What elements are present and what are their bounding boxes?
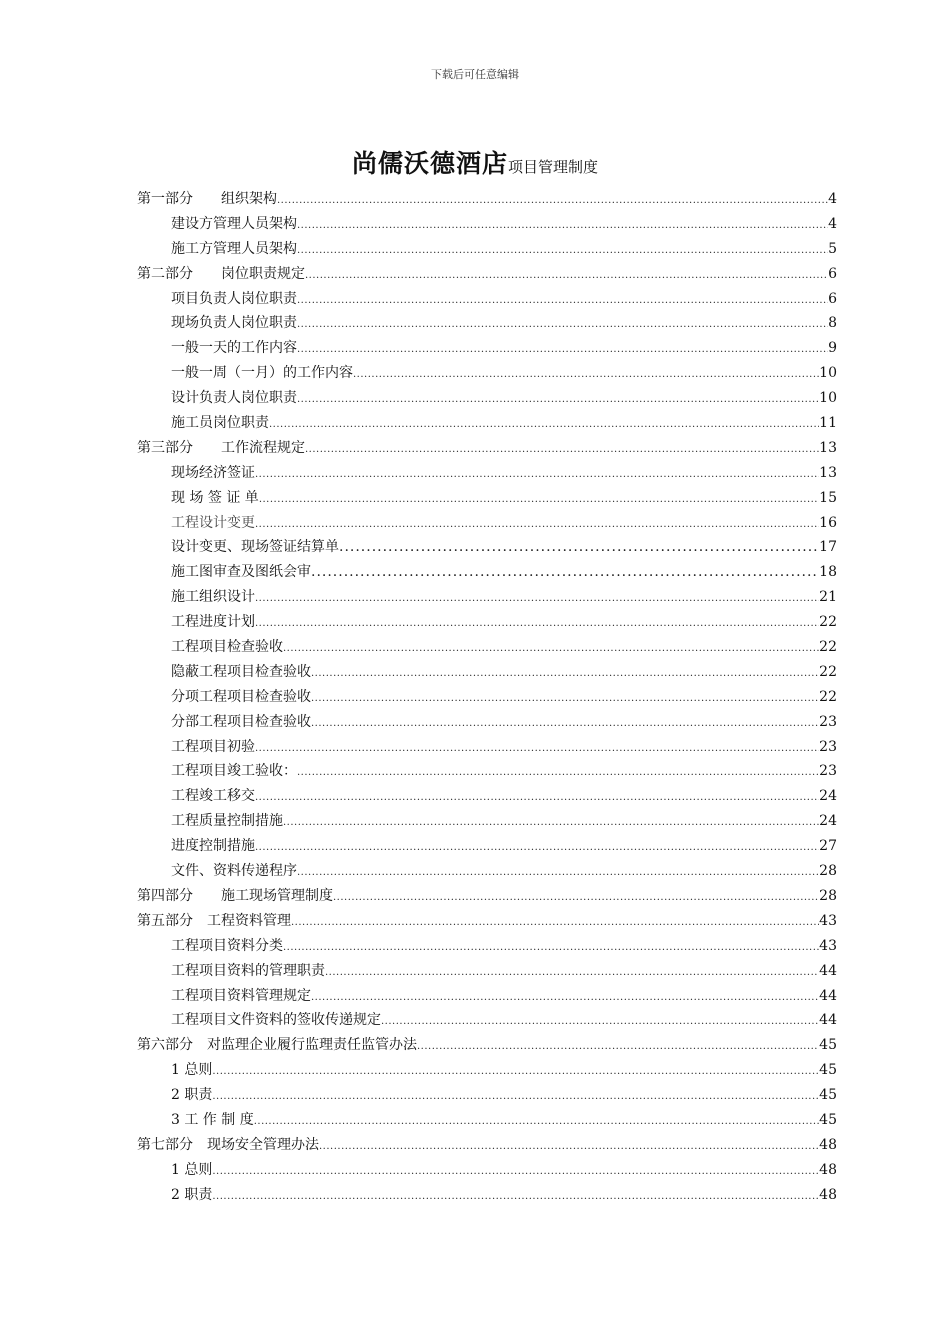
- toc-section-entry[interactable]: [137, 1058, 837, 1083]
- toc-entry-label: 建设方管理人员架构: [171, 215, 297, 232]
- toc-entry-label: 设计变更、现场签证结算单: [171, 539, 339, 556]
- toc-dot-leader: [311, 560, 819, 585]
- toc-page-number: 22: [819, 614, 837, 631]
- toc-section-entry[interactable]: [137, 610, 837, 635]
- toc-entry-label: 第五部分 工程资料管理: [137, 912, 291, 929]
- toc-page-number: 45: [819, 1111, 837, 1128]
- toc-dot-leader: [283, 637, 819, 660]
- toc-dot-leader: [297, 239, 828, 262]
- toc-page-number: 13: [819, 439, 837, 456]
- toc-entry-label: 文件、资料传递程序: [171, 863, 297, 880]
- toc-entry-label: 现 场 签 证 单: [171, 489, 259, 506]
- toc-dot-leader: [259, 488, 819, 511]
- toc-entry-label: 2 职责: [171, 1186, 213, 1203]
- toc-dot-leader: [255, 513, 819, 536]
- toc-page-number: 10: [819, 390, 837, 407]
- toc-page-number: 24: [819, 788, 837, 805]
- toc-section-entry[interactable]: [137, 1108, 837, 1133]
- toc-part-entry[interactable]: [137, 909, 837, 934]
- toc-page-number: 43: [819, 937, 837, 954]
- toc-part-entry[interactable]: [137, 187, 837, 212]
- toc-section-entry[interactable]: [137, 511, 837, 536]
- toc-entry-label: 第六部分 对监理企业履行监理责任监管办法: [137, 1037, 417, 1054]
- toc-entry-label: 1 总则: [171, 1161, 213, 1178]
- toc-section-entry[interactable]: [137, 1158, 837, 1183]
- toc-page-number: 28: [819, 863, 837, 880]
- toc-page-number: 23: [819, 763, 837, 780]
- toc-section-entry[interactable]: [137, 585, 837, 610]
- toc-entry-label: 现场负责人岗位职责: [171, 315, 297, 332]
- toc-dot-leader: [255, 612, 819, 635]
- toc-dot-leader: [417, 1035, 819, 1058]
- toc-section-entry[interactable]: [137, 461, 837, 486]
- toc-section-entry[interactable]: [137, 635, 837, 660]
- toc-entry-label: 第七部分 现场安全管理办法: [137, 1136, 319, 1153]
- toc-entry-label: 第一部分 组织架构: [137, 191, 277, 207]
- toc-section-entry[interactable]: [137, 361, 837, 386]
- toc-section-entry[interactable]: [137, 336, 837, 361]
- toc-page-number: 44: [819, 987, 837, 1004]
- toc-section-entry[interactable]: [137, 660, 837, 685]
- toc-section-entry[interactable]: [137, 784, 837, 809]
- toc-dot-leader: [255, 463, 819, 486]
- toc-page-number: 48: [819, 1186, 837, 1203]
- toc-section-entry[interactable]: [137, 809, 837, 834]
- toc-entry-label: 工程竣工移交: [171, 788, 255, 805]
- toc-dot-leader: [381, 1010, 819, 1033]
- toc-entry-label: 工程项目资料管理规定: [171, 987, 311, 1004]
- toc-entry-label: 工程项目竣工验收：: [171, 763, 297, 780]
- toc-entry-label: 工程项目初验: [171, 738, 255, 755]
- toc-dot-leader: [212, 1060, 819, 1083]
- toc-dot-leader: [212, 1185, 819, 1208]
- toc-page-number: 10: [819, 365, 837, 382]
- toc-entry-label: 施工图审查及图纸会审: [171, 564, 311, 581]
- toc-page-number: 8: [828, 315, 837, 332]
- toc-section-entry[interactable]: [137, 212, 837, 237]
- toc-dot-leader: [297, 861, 819, 884]
- toc-dot-leader: [311, 712, 819, 735]
- toc-entry-label: 分部工程项目检查验收: [171, 713, 311, 730]
- toc-entry-label: 工程项目文件资料的签收传递规定: [171, 1012, 381, 1029]
- toc-dot-leader: [297, 761, 819, 784]
- toc-entry-label: 设计负责人岗位职责: [171, 390, 297, 407]
- toc-dot-leader: [297, 214, 828, 237]
- toc-dot-leader: [255, 786, 819, 809]
- toc-page-number: 4: [828, 191, 837, 207]
- toc-dot-leader: [339, 535, 819, 560]
- toc-dot-leader: [333, 886, 819, 909]
- toc-dot-leader: [277, 189, 828, 212]
- toc-dot-leader: [305, 264, 828, 287]
- toc-page-number: 22: [819, 663, 837, 680]
- toc-page-number: 48: [819, 1136, 837, 1153]
- toc-page-number: 9: [828, 340, 837, 357]
- toc-page-number: 13: [819, 464, 837, 481]
- toc-section-entry[interactable]: [137, 859, 837, 884]
- toc-dot-leader: [297, 338, 828, 361]
- toc-dot-leader: [212, 1160, 819, 1183]
- toc-dot-leader: [291, 911, 819, 934]
- toc-entry-label: 工程设计变更: [171, 514, 255, 531]
- title-main: 尚儒沃德酒店: [351, 149, 508, 178]
- toc-entry-label: 项目负责人岗位职责: [171, 290, 297, 307]
- toc-page-number: 6: [828, 265, 837, 282]
- toc-entry-label: 进度控制措施: [171, 838, 255, 855]
- toc-dot-leader: [297, 313, 828, 336]
- toc-section-entry[interactable]: [137, 560, 837, 585]
- toc-dot-leader: [269, 413, 819, 436]
- toc-page-number: 11: [819, 415, 837, 432]
- toc-dot-leader: [297, 289, 828, 312]
- toc-entry-label: 3 工 作 制 度: [171, 1111, 254, 1128]
- toc-page-number: 22: [819, 688, 837, 705]
- toc-entry-label: 一般一天的工作内容: [171, 340, 297, 357]
- toc-page-number: 6: [828, 290, 837, 307]
- toc-entry-label: 一般一周（一月）的工作内容: [171, 365, 353, 382]
- toc-section-entry[interactable]: [137, 710, 837, 735]
- toc-entry-label: 隐蔽工程项目检查验收: [171, 663, 311, 680]
- toc-section-entry[interactable]: [137, 287, 837, 312]
- toc-entry-label: 工程质量控制措施: [171, 813, 283, 830]
- toc-section-entry[interactable]: [137, 535, 837, 560]
- toc-part-entry[interactable]: [137, 884, 837, 909]
- toc-dot-leader: [255, 737, 819, 760]
- toc-section-entry[interactable]: [137, 685, 837, 710]
- toc-section-entry[interactable]: [137, 237, 837, 262]
- toc-dot-leader: [305, 438, 819, 461]
- toc-entry-label: 分项工程项目检查验收: [171, 688, 311, 705]
- toc-dot-leader: [283, 811, 819, 834]
- toc-page-number: 43: [819, 912, 837, 929]
- toc-page-number: 23: [819, 738, 837, 755]
- toc-dot-leader: [297, 388, 819, 411]
- toc-section-entry[interactable]: [137, 386, 837, 411]
- toc-dot-leader: [254, 1110, 819, 1133]
- table-of-contents: [137, 187, 837, 1208]
- toc-dot-leader: [319, 1135, 819, 1158]
- toc-section-entry[interactable]: [137, 311, 837, 336]
- toc-page-number: 21: [819, 589, 837, 606]
- toc-dot-leader: [353, 363, 819, 386]
- toc-entry-label: 第四部分 施工现场管理制度: [137, 887, 333, 904]
- toc-page-number: 15: [819, 489, 837, 506]
- header-note: 下载后可任意编辑: [431, 68, 519, 81]
- toc-page-number: 44: [819, 962, 837, 979]
- toc-dot-leader: [311, 662, 819, 685]
- toc-section-entry[interactable]: [137, 934, 837, 959]
- toc-dot-leader: [283, 936, 819, 959]
- toc-page-number: 45: [819, 1062, 837, 1079]
- toc-section-entry[interactable]: [137, 411, 837, 436]
- toc-dot-leader: [212, 1085, 819, 1108]
- toc-section-entry[interactable]: [137, 735, 837, 760]
- toc-part-entry[interactable]: [137, 1033, 837, 1058]
- toc-dot-leader: [311, 986, 819, 1009]
- toc-entry-label: 施工组织设计: [171, 589, 255, 606]
- toc-part-entry[interactable]: [137, 262, 837, 287]
- toc-dot-leader: [311, 687, 819, 710]
- toc-entry-label: 第三部分 工作流程规定: [137, 439, 305, 456]
- toc-page-number: 45: [819, 1037, 837, 1054]
- toc-page-number: 24: [819, 813, 837, 830]
- toc-section-entry[interactable]: [137, 1183, 837, 1208]
- toc-entry-label: 施工员岗位职责: [171, 415, 269, 432]
- toc-page-number: 22: [819, 639, 837, 656]
- toc-entry-label: 工程项目检查验收: [171, 639, 283, 656]
- toc-part-entry[interactable]: [137, 436, 837, 461]
- toc-section-entry[interactable]: [137, 759, 837, 784]
- toc-page-number: 18: [819, 564, 837, 581]
- toc-section-entry[interactable]: [137, 984, 837, 1009]
- toc-entry-label: 工程进度计划: [171, 614, 255, 631]
- toc-dot-leader: [255, 587, 819, 610]
- toc-entry-label: 施工方管理人员架构: [171, 240, 297, 257]
- toc-part-entry[interactable]: [137, 1133, 837, 1158]
- toc-entry-label: 工程项目资料分类: [171, 937, 283, 954]
- title-sub: 项目管理制度: [508, 158, 599, 176]
- toc-section-entry[interactable]: [137, 959, 837, 984]
- toc-page-number: 27: [819, 838, 837, 855]
- toc-section-entry[interactable]: [137, 1083, 837, 1108]
- toc-entry-label: 1 总则: [171, 1062, 213, 1079]
- toc-entry-label: 现场经济签证: [171, 464, 255, 481]
- toc-entry-label: 第二部分 岗位职责规定: [137, 265, 305, 282]
- toc-page-number: 45: [819, 1087, 837, 1104]
- toc-section-entry[interactable]: [137, 1008, 837, 1033]
- toc-dot-leader: [255, 836, 819, 859]
- toc-page-number: 4: [828, 215, 837, 232]
- toc-page-number: 16: [819, 514, 837, 531]
- toc-section-entry[interactable]: [137, 834, 837, 859]
- toc-page-number: 5: [828, 240, 837, 257]
- toc-page-number: 23: [819, 713, 837, 730]
- toc-section-entry[interactable]: [137, 486, 837, 511]
- document-title: [0, 144, 950, 180]
- toc-page-number: 48: [819, 1161, 837, 1178]
- toc-entry-label: 2 职责: [171, 1087, 213, 1104]
- toc-entry-label: 工程项目资料的管理职责: [171, 962, 325, 979]
- toc-page-number: 17: [819, 539, 837, 556]
- toc-dot-leader: [325, 961, 819, 984]
- toc-page-number: 44: [819, 1012, 837, 1029]
- toc-page-number: 28: [819, 887, 837, 904]
